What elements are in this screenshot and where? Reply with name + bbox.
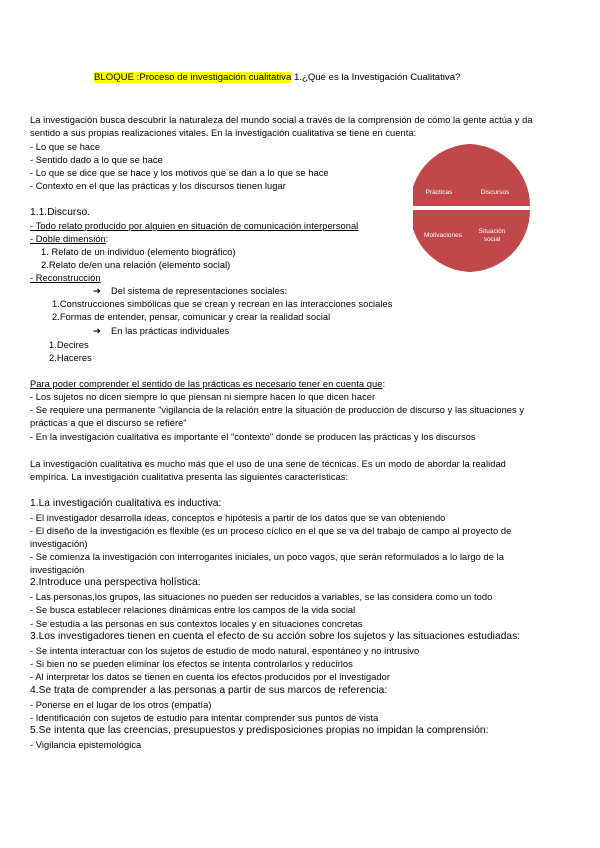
construccion-item: 2.Formas de entender, pensar, comunicar y crear la realidad social [52, 312, 331, 322]
doble-dimension [30, 233, 108, 245]
qualitative-dimensions-diagram [413, 140, 531, 276]
caracteristica-heading: 2.Introduce una perspectiva holística: [30, 577, 201, 588]
practicas-text: En las prácticas individuales [111, 326, 230, 336]
title-highlight: BLOQUE :Proceso de investigación cualitativa [94, 72, 292, 83]
diagram-quadrant-bottom-left [413, 210, 472, 272]
diagram-label-practicas: Prácticas [425, 189, 453, 196]
comprender-bullet-cont: prácticas a que el discurso se refiere" [30, 418, 187, 428]
diagram-label-discursos: Discursos [480, 189, 510, 196]
caracteristica-bullet: - Al interpretar los datos se tienen en cuenta los efectos producidos por el investigador [30, 672, 391, 682]
representaciones-text: Del sistema de representaciones sociales: [111, 286, 288, 296]
caracteristica-bullet: - Las personas,los grupos, las situaciones no pueden ser reducidos a variables, se las considera como un todo [30, 592, 493, 602]
caracteristica-heading: 4.Se trata de comprender a las personas a partir de sus marcos de referencia: [30, 685, 388, 696]
caracteristica-bullet-cont: investigación [30, 565, 85, 575]
caracteristica-bullet: - Se busca establecer relaciones dinámicas entre los campos de la vida social [30, 605, 356, 615]
doble-dimension-colon: : [105, 234, 109, 244]
tecnicas-line-1: La investigación cualitativa es mucho más que el uso de una serie de técnicas. Es un modo de abordar la realidad [30, 459, 506, 469]
intro-line-1: La investigación busca descubrir la naturaleza del mundo social a través de la comprensión de cómo la gente actúa y da [30, 115, 533, 125]
arrow-icon: ➔ [93, 326, 101, 336]
document-title [94, 72, 460, 83]
caracteristica-bullet: - Se estudia a las personas en sus contextos locales y en situaciones concretas [30, 619, 363, 629]
intro-line-2: sentido a sus propias realizaciones vitales. En la investigación cualitativa se tiene en cuenta: [30, 128, 417, 138]
caracteristica-bullet: - Se comienza la investigación con interrogantes iniciales, un poco vagos, que serán reformulados a lo largo de la [30, 552, 504, 562]
discurso-definition: - Todo relato producido por alguien en situación de comunicación interpersonal [30, 221, 359, 231]
reconstruccion-label: - Reconstrucción [30, 273, 101, 283]
intro-bullet: - Sentido dado a lo que se hace [30, 155, 163, 165]
section-heading-discurso: 1.1.Discurso. [30, 207, 91, 218]
caracteristica-bullet: - Identificación con sujetos de estudio para intentar comprender sus puntos de vista [30, 713, 379, 723]
dimension-item: 2.Relato de/en una relación (elemento social) [41, 260, 231, 270]
intro-bullet: - Lo que se dice que se hace y los motivos que se dan a lo que se hace [30, 168, 329, 178]
practicas-line [93, 325, 229, 337]
comprender-bullet: - Los sujetos no dicen siempre lo que piensan ni siempre hacen lo que dicen hacer [30, 392, 376, 402]
comprender-bullet: - En la investigación cualitativa es importante el "contexto" donde se producen las prácticas y los discursos [30, 432, 476, 442]
tecnicas-line-2: empírica. La investigación cualitativa presenta las siguientes características: [30, 472, 349, 482]
diagram-quadrant-top-right [468, 144, 530, 206]
dimension-item: 1. Relato de un individuo (elemento biográfico) [41, 247, 236, 257]
caracteristica-bullet: - Ponerse en el lugar de los otros (empatía) [30, 700, 212, 710]
construccion-item: 1.Construcciones simbólicas que se crean y recrean en las interacciones sociales [52, 299, 393, 309]
caracteristica-heading: 1.La investigación cualitativa es inductiva: [30, 498, 222, 509]
doble-dimension-label: - Doble dimensión [30, 234, 106, 244]
diagram-label-motivaciones: Motivaciones [424, 232, 462, 239]
comprender-heading-colon: : [382, 379, 386, 389]
representaciones-line [93, 285, 287, 297]
practica-item: 2.Haceres [49, 353, 92, 363]
caracteristica-bullet: - Se intenta interactuar con los sujetos de estudio de modo natural, espontáneo y no intrusivo [30, 646, 420, 656]
comprender-heading [30, 378, 385, 390]
arrow-icon: ➔ [93, 286, 101, 296]
comprender-bullet: - Se requiere una permanente "vigilancia de la relación entre la situación de producción de discurso y las situaciones y [30, 405, 525, 415]
practica-item: 1.Decires [49, 340, 89, 350]
intro-bullet: - Lo que se hace [30, 142, 101, 152]
caracteristica-bullet: - Vigilancia epistemológica [30, 740, 142, 750]
title-rest: 1.¿Qué es la Investigación Cualitativa? [291, 72, 461, 83]
comprender-heading-text: Para poder comprender el sentido de las prácticas es necesario tener en cuenta que [30, 379, 383, 389]
diagram-label-social: social [483, 236, 501, 243]
diagram-quadrant-top-left [413, 144, 472, 206]
caracteristica-bullet-cont: investigación) [30, 539, 88, 549]
caracteristica-heading: 3.Los investigadores tienen en cuenta el efecto de su acción sobre los sujetos y las situaciones estudiadas: [30, 631, 521, 642]
caracteristica-bullet: - Si bien no se pueden eliminar los efectos se intenta controlarlos y reducirlos [30, 659, 353, 669]
diagram-label-situacion: Situación [478, 228, 506, 235]
intro-bullet: - Contexto en el que las prácticas y los discursos tienen lugar [30, 181, 286, 191]
caracteristica-bullet: - El diseño de la investigación es flexible (es un proceso cíclico en el que se va del trabajo de campo al proyecto de [30, 526, 512, 536]
caracteristica-bullet: - El investigador desarrolla ideas, conceptos e hipótesis a partir de los datos que se van obteniendo [30, 513, 446, 523]
caracteristica-heading: 5.Se intenta que las creencias, presupuestos y predisposiciones propias no impidan la comprensión: [30, 725, 489, 736]
